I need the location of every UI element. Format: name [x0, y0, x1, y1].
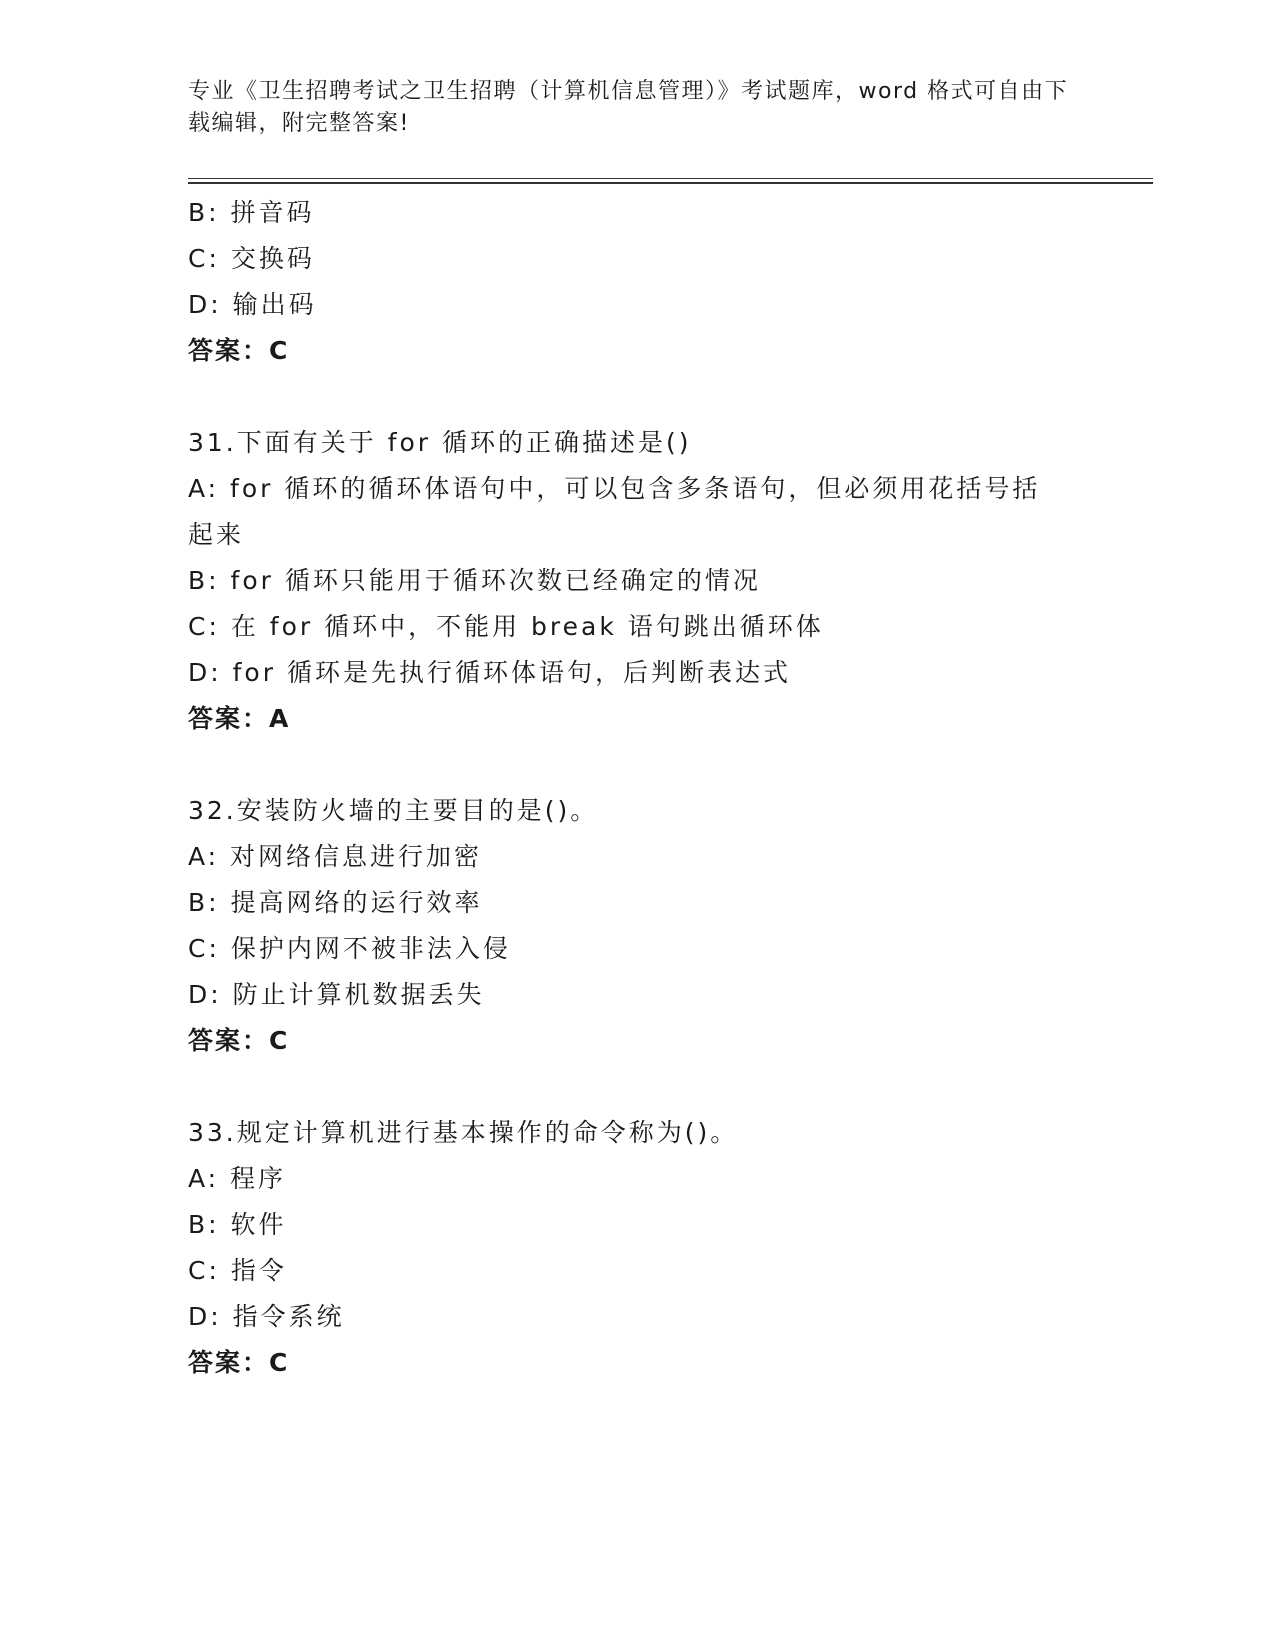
option-d: D: for 循环是先执行循环体语句，后判断表达式 — [188, 658, 791, 687]
option-c: C: 指令 — [188, 1256, 287, 1285]
question-33 — [188, 1110, 1088, 1386]
header-divider-thin — [188, 178, 1153, 179]
option-c: C: 在 for 循环中，不能用 break 语句跳出循环体 — [188, 612, 824, 641]
option-d: D: 防止计算机数据丢失 — [188, 980, 485, 1009]
question-stem: 32.安装防火墙的主要目的是()。 — [188, 796, 599, 825]
question-content — [188, 190, 1088, 1386]
answer-label: 答案：A — [188, 704, 291, 733]
option-b: B: 拼音码 — [188, 198, 315, 227]
prev-question-block — [188, 190, 1088, 374]
option-c: C: 保护内网不被非法入侵 — [188, 934, 511, 963]
option-b: B: 软件 — [188, 1210, 287, 1239]
answer-label: 答案：C — [188, 1348, 290, 1377]
option-a: A: for 循环的循环体语句中，可以包含多条语句，但必须用花括号括起来 — [188, 474, 1041, 549]
question-31 — [188, 420, 1088, 742]
option-d: D: 指令系统 — [188, 1302, 345, 1331]
answer-label: 答案：C — [188, 336, 290, 365]
option-a: A: 对网络信息进行加密 — [188, 842, 483, 871]
question-stem: 31.下面有关于 for 循环的正确描述是() — [188, 428, 692, 457]
answer-label: 答案：C — [188, 1026, 290, 1055]
question-stem: 33.规定计算机进行基本操作的命令称为()。 — [188, 1118, 739, 1147]
header-divider-thick — [188, 182, 1153, 184]
option-a: A: 程序 — [188, 1164, 287, 1193]
question-32 — [188, 788, 1088, 1064]
option-b: B: 提高网络的运行效率 — [188, 888, 483, 917]
option-c: C: 交换码 — [188, 244, 315, 273]
option-b: B: for 循环只能用于循环次数已经确定的情况 — [188, 566, 761, 595]
document-header: 专业《卫生招聘考试之卫生招聘（计算机信息管理）》考试题库，word 格式可自由下载编辑，附完整答案! — [188, 79, 1069, 136]
option-d: D: 输出码 — [188, 290, 317, 319]
